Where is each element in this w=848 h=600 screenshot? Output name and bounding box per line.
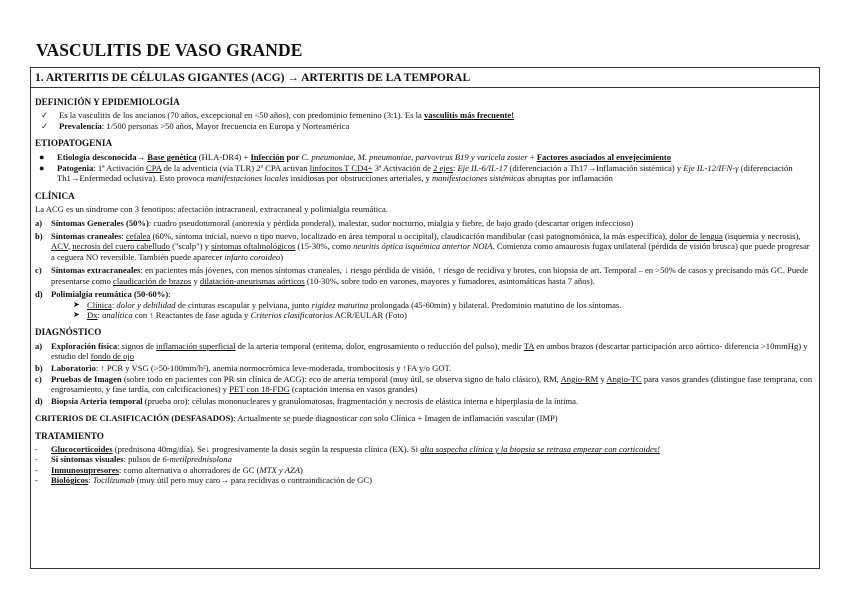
list-item: ➤ Clínica: dolor y debilidad de cinturas escapular y pelviana, junto rigidez matutina prolongada (45-60min) y bilateral. Predominio matutino de los síntomas.	[73, 299, 622, 310]
diagnostico-item-c: c) Pruebas de Imagen (sobre todo en pacientes con PR sin clínica de ACG): eco de arteria temporal (muy útil, se observa signo de halo clásico), RM, Angio-RM y Angio-TC para vasos grandes (distingue fase temprana, con engrosamiento, y fase tardía, con calcificaciones) y PET con 18-FDG (captación intensa en vasos grandes)	[35, 373, 813, 395]
clinica-item-c: c) Síntomas extracraneales: en pacientes más jóvenes, con menos síntomas craneales, ↓ riesgo pérdida de visión, ↑ riesgo de recidiva y brotes, con biopsia de art. Temporal – en >50% de casos y precisando más GC. Puede presentarse como claudicación de brazos y dilatación-aneurismas aórticos (10-30%, sobre todo en varones, mayores y fumadores, asintomáticas hasta 7 años).	[35, 265, 809, 286]
check-icon: ✓	[41, 110, 49, 121]
bullet-icon: ●	[39, 151, 45, 162]
list-item: - Inmunosupresores: como alternativa o ahorradores de GC (MTX y AZA)	[35, 464, 303, 475]
criterios-line: CRITERIOS DE CLASIFICACIÓN (DESFASADOS): Actualmente se puede diagnosticar con solo Clínica + Imagen de inflamación vascular (IMP)	[35, 413, 558, 424]
diagnostico-item-a: a) Exploración física: signos de inflamación superficial de la arteria temporal (eritema, dolor, engrosamiento o reducción del pulso), medir TA en ambos brazos (descartar participación arco aórtico- diferencia >10mmHg) y estudio del fondo de ojo	[35, 340, 808, 362]
arrow-icon: ➤	[73, 309, 80, 319]
list-item: ✓ Prevalencia: 1/500 personas >50 años, Mayor frecuencia en Europa y Norteamérica	[41, 120, 350, 131]
list-item: - Biológicos: Tocilizumab (muy útil pero muy caro→ para recidivas o contraindicación de GC)	[35, 475, 372, 486]
list-item: ✓ Es la vasculitis de los ancianos (70 años, excepcional en <50 años), con predominio femenino (3:1). Es la vasculitis más frecuente!	[41, 110, 515, 121]
heading-clinica: CLÍNICA	[35, 190, 75, 201]
list-item: ● Etiología desconocida→ Base genética (HLA-DR4) + Infección por C. pneumoniae, M. pneumoniae, parvovirus B19 y varicela zoster + Factores asociados al envejecimiento	[39, 151, 672, 162]
arrow-icon: ➤	[73, 299, 80, 309]
diagnostico-item-d: d) Biopsia Arteria temporal (prueba oro): células mononucleares y granulomatosas, fragmentación y necrosis de elástica interna e hiperplasia de la íntima.	[35, 395, 579, 406]
definicion-list	[35, 110, 813, 131]
section-header: 1. ARTERITIS DE CÉLULAS GIGANTES (ACG) → ARTERITIS DE LA TEMPORAL	[31, 68, 819, 88]
etiopatogenia-list	[35, 152, 813, 184]
page-title: VASCULITIS DE VASO GRANDE	[36, 40, 303, 60]
clinica-intro: La ACG es un síndrome con 3 fenotipos: afectación intracraneal, extracraneal y polimialgia reumática.	[35, 204, 388, 215]
heading-tratamiento: TRATAMIENTO	[35, 430, 104, 441]
section-body	[31, 88, 819, 486]
list-item: ➤ Dx: analítica con ↑ Reactantes de fase aguda y Criterios clasificatorios ACR/EULAR (Foto)	[73, 309, 407, 320]
list-item: - Glucocorticoides (prednisona 40mg/día). Se↓ progresivamente la dosis según la respuesta clínica (EX). Si alta sospecha clínica y la biopsia se retrasa empezar con corticoides!	[35, 443, 661, 454]
heading-definicion: DEFINICIÓN Y EPIDEMIOLOGÍA	[35, 97, 180, 107]
heading-diagnostico: DIAGNÓSTICO	[35, 327, 102, 338]
bullet-icon: ●	[39, 163, 45, 174]
content-box	[30, 67, 820, 569]
clinica-item-a: a) Síntomas Generales (50%): cuadro pseudotumoral (anorexia y pérdida ponderal), malestar, sudor nocturno, mialgia y fiebre, de bajo grado (descartar origen infeccioso)	[35, 217, 634, 228]
heading-etiopatogenia: ETIOPATOGENIA	[35, 138, 113, 149]
list-item: - Si síntomas visuales: pulsos de 6-metilprednisolona	[35, 454, 232, 465]
diagnostico-item-b: b) Laboratorio: ↑ PCR y VSG (>50-100mm/h²), anemia normocrómica leve-moderada, trombocitosis y ↑FA y/o GOT.	[35, 362, 452, 373]
list-item: ● Patogenia: 1ª Activación CPA de la adventicia (vía TLR) 2ª CPA activan linfocitos T CD4+ 3ª Activación de 2 ejes: Eje IL-6/IL-17 (diferenciación a Th17→Inflamación sistémica) y Eje IL-12/IFN-γ (diferenciación Th1→Enfermedad oclusiva). Esto provoca manifestaciones locales insidiosas por obstrucciones arteriales, y manifestaciones sistémicas abruptas por inflamación	[39, 163, 793, 184]
clinica-item-b: b) Síntomas craneales: cefalea (60%, síntoma inicial, nuevo o tipo nuevo, localizado en área temporal u occipital), claudicación mandibular (casi patognomónica, la más específica), dolor de lengua (isquemia y necrosis), ACV, necrosis del cuero cabelludo ("scalp") y síntomas oftalmológicos (15-30%, como neuritis óptica isquémica anterior NOIA. Comienza como amaurosis fugax unilateral (pérdida de visión brusca) que puede progresar a ceguera NO reversible. También puede aparecer infarto coroideo)	[35, 231, 810, 262]
polimialgia-list	[35, 300, 813, 321]
tratamiento-list	[35, 444, 813, 486]
check-icon: ✓	[41, 120, 49, 131]
clinica-item-d: d) Polimialgia reumática (50-60%):	[35, 289, 171, 300]
